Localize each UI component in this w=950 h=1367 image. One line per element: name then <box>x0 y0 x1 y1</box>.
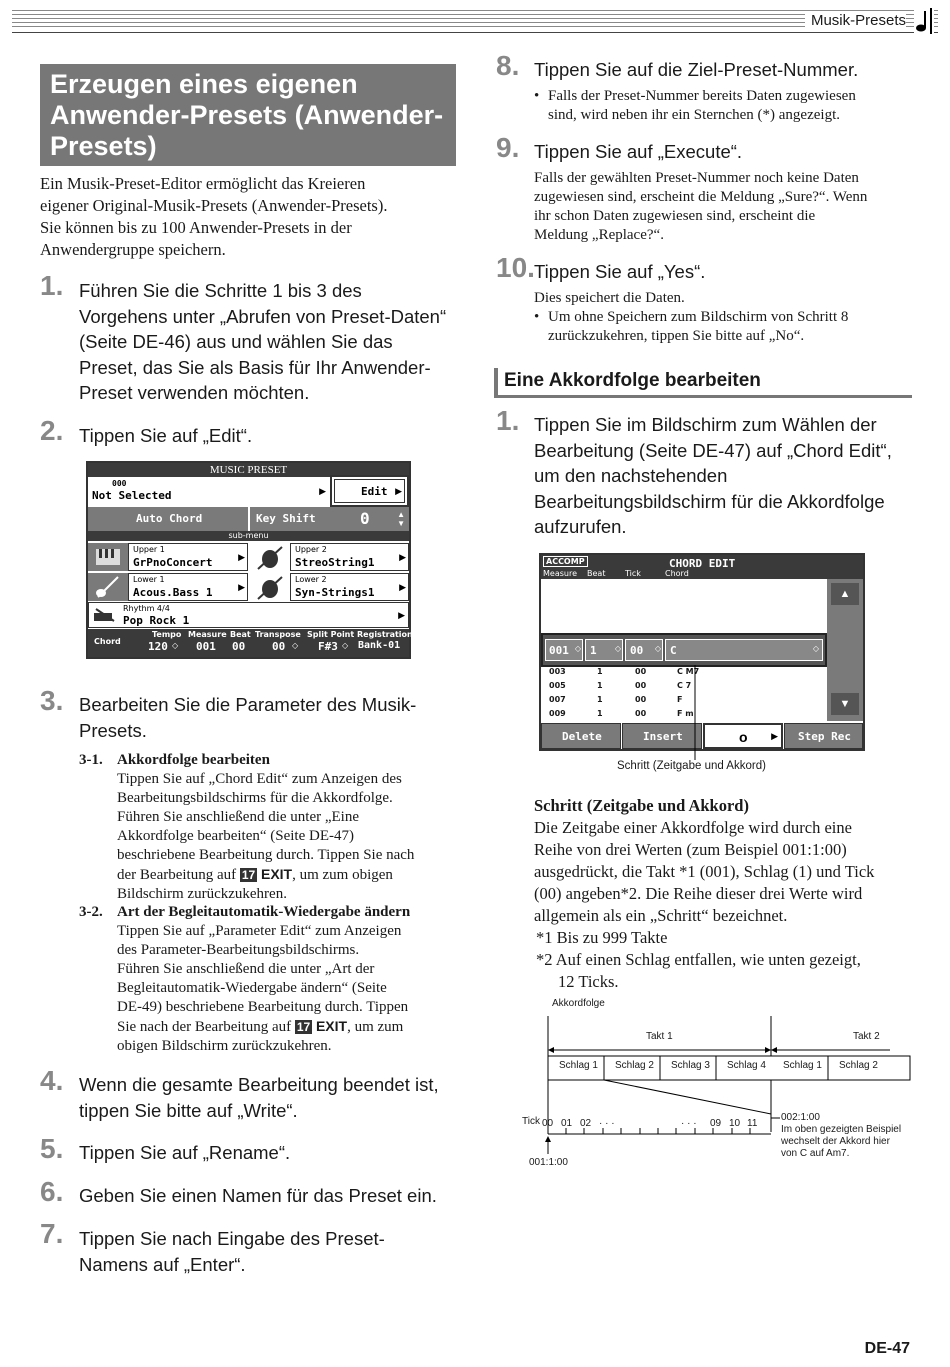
button-17-badge: 17 <box>241 868 256 882</box>
button-17-badge: 17 <box>296 1020 311 1034</box>
registration-value[interactable]: Bank-01 <box>358 640 401 651</box>
step-8-text: Tippen Sie auf die Ziel-Preset-Nummer. <box>534 59 859 80</box>
tick-label: Tick <box>522 1116 540 1127</box>
auto-chord-button[interactable]: Auto Chord <box>88 507 248 531</box>
tick-value: · · · <box>599 1118 615 1129</box>
arrow-right-icon: ▶ <box>399 582 406 592</box>
preset-selector[interactable]: 000 Not Selected ▶ <box>88 477 328 507</box>
tick-value: 11 <box>747 1118 758 1129</box>
page-number: DE-47 <box>864 1340 910 1357</box>
tempo-value[interactable]: 120 <box>148 640 168 653</box>
accomp-label: ACCOMP <box>543 556 588 567</box>
submenu-label: sub-menu <box>88 531 409 541</box>
upper2-tone[interactable]: Upper 2 StreoString1 ▶ <box>290 543 409 571</box>
beat-label: Schlag 1 <box>783 1060 822 1071</box>
header-rules <box>12 8 938 32</box>
step-10-detail: Dies speichert die Daten. • Um ohne Speichern zum Bildschirm von Schritt 8 zurückzukehren, tippen Sie bitte auf „No“. <box>534 290 849 344</box>
section-heading: Eine Akkordfolge bearbeiten <box>494 368 912 398</box>
chord-field[interactable]: C ◇ <box>665 639 823 661</box>
music-preset-title: MUSIC PRESET <box>88 463 409 477</box>
chord-edit-header: ACCOMP CHORD EDIT Measure Beat Tick Chord <box>541 555 863 579</box>
step-number: 7. <box>40 1218 64 1249</box>
up-down-arrows-icon: ▲ ▼ <box>397 510 405 528</box>
scroll-up-button[interactable]: ▲ <box>831 583 859 605</box>
step-rec-button[interactable]: Step Rec <box>784 723 863 749</box>
scroll-down-button[interactable]: ▼ <box>831 693 859 715</box>
step-number: 6. <box>40 1176 64 1207</box>
step-3-text: Bearbeiten Sie die Parameter des Musik- Presets. <box>79 694 417 741</box>
split-point-value[interactable]: F#3 <box>318 640 338 653</box>
lower1-tone[interactable]: Lower 1 Acous.Bass 1 ▶ <box>128 573 248 601</box>
substep-3-2: Art der Begleitautomatik-Wiedergabe ändern Tippen Sie auf „Parameter Edit“ zum Anzeigen des Parameter-Bearbeitungsbildschirms. Führen Sie anschließend die unter „Art der Begleitautomatik-Wiedergabe ändern“ (Seite DE-49) beschriebene Bearbeitung durch. Tippen Sie nach der Bearbeitung auf 17 EXIT, um zum obigen Bildschirm zurückzukehren. <box>117 904 411 1054</box>
key-shift-control[interactable]: Key Shift 0 ▲ ▼ <box>250 507 409 531</box>
beat-label: Schlag 1 <box>559 1060 598 1071</box>
table-row[interactable]: 003 1 00 C M7 <box>549 667 700 676</box>
tick-field[interactable]: 00 ◇ <box>625 639 663 661</box>
step-9-detail: Falls der gewählten Preset-Nummer noch keine Daten zugewiesen sind, erscheint die Meldung „Sure?“. Wenn ihr schon Daten zugewiesen sind, erscheint die Meldung „Replace?“. <box>534 170 868 243</box>
chord-edit-title: CHORD EDIT <box>669 557 736 570</box>
chord-edit-screen <box>539 553 865 751</box>
up-down-arrows-icon: ◇ <box>172 641 179 650</box>
section-step-1-text: Tippen Sie im Bildschirm zum Wählen der Bearbeitung (Seite DE-47) auf „Chord Edit“, um den nachstehenden Bearbeitungsbildschirm für die Akkordfolge aufzurufen. <box>534 414 892 537</box>
up-down-arrows-icon: ◇ <box>342 641 349 650</box>
step-number: 5. <box>40 1133 64 1164</box>
rhythm-selector[interactable]: Rhythm 4/4 Pop Rock 1 ▶ <box>88 602 409 628</box>
substep-3-1: Akkordfolge bearbeiten Tippen Sie auf „Chord Edit“ zum Anzeigen des Bearbeitungsbildschirms für die Akkordfolge. Führen Sie anschließend die unter „Eine Akkordfolge bearbeiten“ (Seite DE-47) beschriebene Bearbeitung durch. Tippen Sie nach der Bearbeitung auf 17 EXIT, um zum obigen Bildschirm zurückzukehren. <box>117 752 415 902</box>
note-value-button[interactable]: o ▶ <box>703 723 783 749</box>
guitar-icon <box>88 573 128 601</box>
substep-number: 3-1. <box>79 752 103 768</box>
step-number: 9. <box>496 132 520 163</box>
step-number: 4. <box>40 1065 64 1096</box>
step-list <box>541 667 827 723</box>
arrow-right-icon: ▶ <box>395 486 402 496</box>
start-position: 001:1:00 <box>529 1157 568 1168</box>
header-section-title: Musik-Presets <box>805 12 906 29</box>
step-1-text: Führen Sie die Schritte 1 bis 3 des Vorgehens unter „Abrufen von Preset-Daten“ (Seite DE-46) aus und wählen Sie das Preset, das Sie als Basis für Ihr Anwender- Preset verwenden möchten. <box>79 280 447 403</box>
arrow-right-icon: ▶ <box>319 486 326 496</box>
step-2-text: Tippen Sie auf „Edit“. <box>79 425 253 446</box>
beat-field[interactable]: 1 ◇ <box>585 639 623 661</box>
table-row[interactable]: 007 1 00 F <box>549 695 683 704</box>
table-row[interactable]: 009 1 00 F m <box>549 709 694 718</box>
tick-value: · · · <box>681 1118 697 1129</box>
piano-icon <box>88 543 128 571</box>
violin-icon <box>250 573 290 601</box>
beat-label: Schlag 3 <box>671 1060 710 1071</box>
beat-label: Schlag 4 <box>727 1060 766 1071</box>
step-7-text: Tippen Sie nach Eingabe des Preset- Namens auf „Enter“. <box>79 1228 385 1275</box>
chord-change-note: 002:1:00 Im oben gezeigten Beispiel wechselt der Akkord hier von C auf Am7. <box>781 1112 902 1159</box>
arrow-right-icon: ▶ <box>398 610 405 620</box>
step-number: 1. <box>40 270 64 301</box>
step-6-text: Geben Sie einen Namen für das Preset ein. <box>79 1185 437 1206</box>
measure-field[interactable]: 001 ◇ <box>545 639 583 661</box>
lower2-tone[interactable]: Lower 2 Syn-Strings1 ▶ <box>290 573 409 601</box>
edit-button[interactable]: Edit ▶ <box>330 475 409 507</box>
beat-label: Schlag 2 <box>839 1060 878 1071</box>
drum-icon <box>92 607 118 625</box>
tick-value: 10 <box>729 1118 741 1129</box>
table-row[interactable]: 005 1 00 C 7 <box>549 681 692 690</box>
diagram-takt1: Takt 1 <box>646 1031 673 1042</box>
tick-value: 00 <box>542 1118 554 1129</box>
step-10-text: Tippen Sie auf „Yes“. <box>534 261 706 282</box>
upper1-tone[interactable]: Upper 1 GrPnoConcert ▶ <box>128 543 248 571</box>
music-note-icon <box>914 8 934 34</box>
step-8-bullet: • Falls der Preset-Nummer bereits Daten zugewiesen sind, wird neben ihr ein Sternchen (*) angezeigt. <box>548 87 918 125</box>
insert-button[interactable]: Insert <box>622 723 702 749</box>
step-9-text: Tippen Sie auf „Execute“. <box>534 141 743 162</box>
delete-button[interactable]: Delete <box>541 723 621 749</box>
screen-caption: Schritt (Zeitgabe und Akkord) <box>617 760 766 772</box>
callout-line <box>690 665 700 760</box>
scrollbar[interactable] <box>827 579 863 721</box>
step-number: 2. <box>40 415 64 446</box>
diagram-takt2: Takt 2 <box>853 1031 880 1042</box>
step-4-text: Wenn die gesamte Bearbeitung beendet ist, tippen Sie bitte auf „Write“. <box>79 1074 439 1121</box>
tick-value: 02 <box>580 1118 592 1129</box>
step-number: 1. <box>496 405 520 436</box>
arrow-right-icon: ▶ <box>238 582 245 592</box>
substep-number: 3-2. <box>79 904 103 920</box>
diagram-label-akkordfolge: Akkordfolge <box>552 998 605 1009</box>
tick-value: 01 <box>561 1118 573 1129</box>
step-number: 10. <box>496 252 535 283</box>
beat-label: Schlag 2 <box>615 1060 654 1071</box>
music-preset-screen <box>86 461 411 659</box>
step-number: 3. <box>40 685 64 716</box>
up-down-arrows-icon: ◇ <box>292 641 299 650</box>
status-bar: Chord Tempo 120 ◇ Measure 001 Beat 00 Transpose 00 ◇ Split Point F#3 ◇ Registration Bank-01 <box>88 629 409 657</box>
transpose-value[interactable]: 00 <box>272 640 286 653</box>
arrow-right-icon: ▶ <box>771 731 778 741</box>
page-title: Erzeugen eines eigenen Anwender-Presets (Anwender- Presets) <box>40 64 456 166</box>
arrow-right-icon: ▶ <box>399 552 406 562</box>
violin-icon <box>250 543 290 571</box>
intro-paragraph: Ein Musik-Preset-Editor ermöglicht das Kreieren eigener Original-Musik-Presets (Anwender-Presets). Sie können bis zu 100 Anwender-Presets in der Anwendergruppe speichern. <box>40 174 388 259</box>
selected-step-row[interactable] <box>541 633 827 667</box>
arrow-right-icon: ▶ <box>238 552 245 562</box>
step-5-text: Tippen Sie auf „Rename“. <box>79 1142 291 1163</box>
tick-value: 09 <box>710 1118 722 1129</box>
schritt-section: Schritt (Zeitgabe und Akkord) Die Zeitgabe einer Akkordfolge wird durch eine Reihe von drei Werten (zum Beispiel 001:1:00) ausgedrückt, die Takt *1 (001), Schlag (1) und Tick (00) angeben*2. Die Reihe dieser drei Werte wird allgemein als ein „Schritt“ bezeichnet. *1 Bis zu 999 Takte *2 Auf einen Schlag entfallen, wie unten gezeigt, 12 Ticks. <box>534 796 875 991</box>
step-number: 8. <box>496 50 520 81</box>
